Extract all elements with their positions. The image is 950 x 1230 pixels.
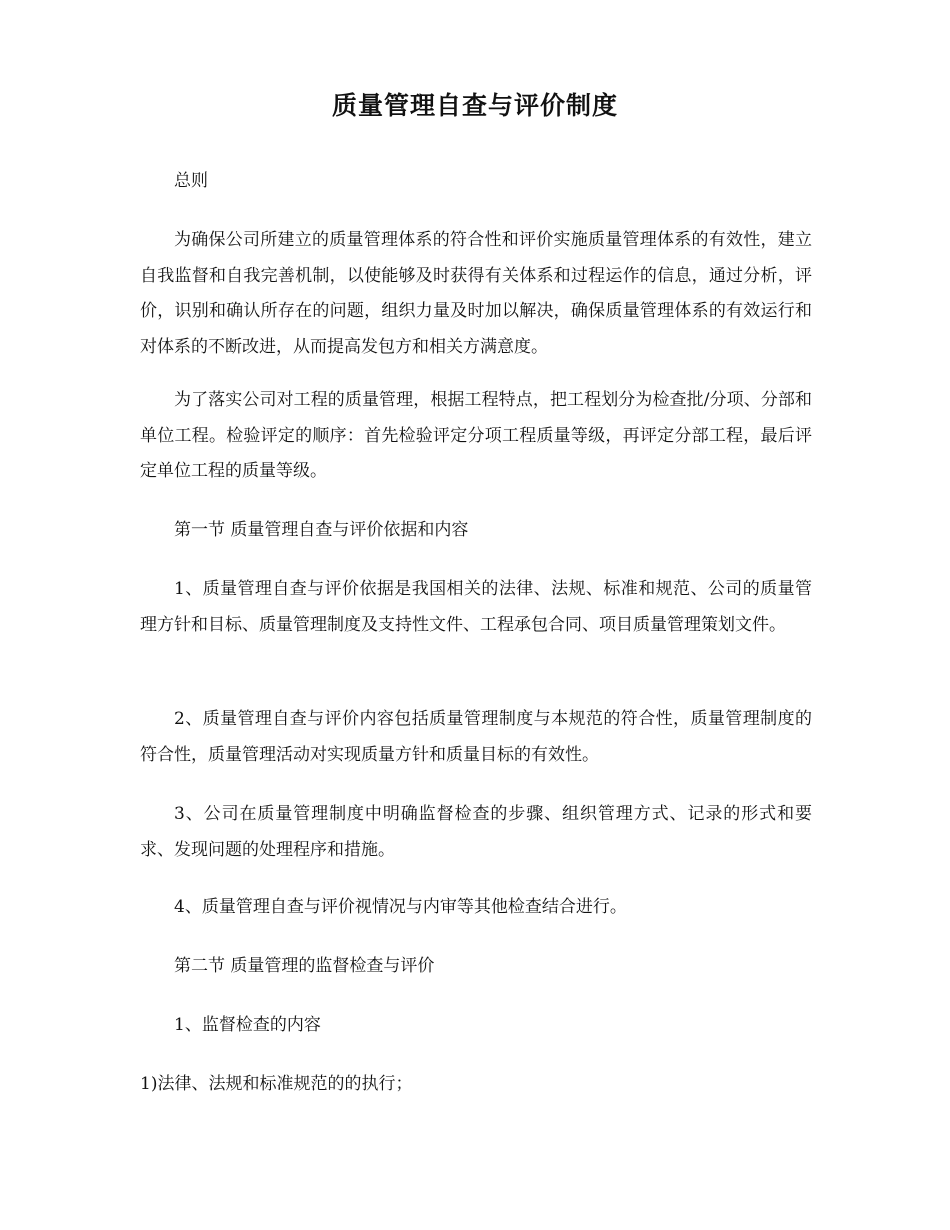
list-item-law: 1)法律、法规和标准规范的的执行； <box>140 1074 413 1094</box>
paragraph-combined: 4、质量管理自查与评价视情况与内审等其他检查结合进行。 <box>174 897 627 917</box>
heading-inspection-content: 1、监督检查的内容 <box>174 1015 321 1035</box>
paragraph-basis: 1、质量管理自查与评价依据是我国相关的法律、法规、标准和规范、公司的质量管理方针和目标、质量管理制度及支持性文件、工程承包合同、项目质量管理策划文件。 <box>140 579 812 635</box>
paragraph-purpose: 为确保公司所建立的质量管理体系的符合性和评价实施质量管理体系的有效性，建立自我监督和自我完善机制，以使能够及时获得有关体系和过程运作的信息，通过分析，评价，识别和确认所存在的问题，组织力量及时加以解决，确保质量管理体系的有效运行和对体系的不断改进，从而提高发包方和相关方满意度。 <box>140 230 812 357</box>
document-title: 质量管理自查与评价制度 <box>331 91 618 120</box>
heading-section-1: 第一节 质量管理自查与评价依据和内容 <box>174 520 469 540</box>
heading-general: 总则 <box>174 171 208 191</box>
heading-section-2: 第二节 质量管理的监督检查与评价 <box>174 956 435 976</box>
paragraph-procedure: 3、公司在质量管理制度中明确监督检查的步骤、组织管理方式、记录的形式和要求、发现问题的处理程序和措施。 <box>140 804 812 860</box>
paragraph-division: 为了落实公司对工程的质量管理，根据工程特点，把工程划分为检查批/分项、分部和单位工程。检验评定的顺序：首先检验评定分项工程质量等级，再评定分部工程，最后评定单位工程的质量等级。 <box>140 390 812 481</box>
paragraph-content: 2、质量管理自查与评价内容包括质量管理制度与本规范的符合性，质量管理制度的符合性，质量管理活动对实现质量方针和质量目标的有效性。 <box>140 709 812 765</box>
